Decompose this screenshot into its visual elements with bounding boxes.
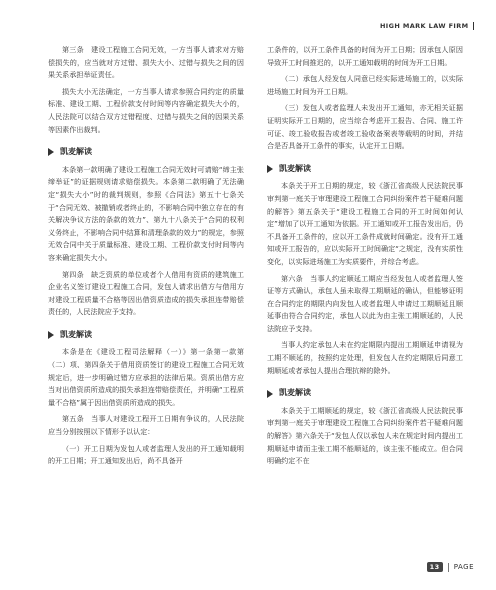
heading-label: 凯麦解读 <box>279 388 311 398</box>
page-header <box>380 22 474 30</box>
interpretation-5: 本条关于开工日期的规定，较《浙江省高级人民法院民事审判第一庭关于审理建设工程施工合同纠纷案件若干疑难问题的解答》第五条关于“建设工程施工合同的开工时间如何认定”增加了以开工通知为依据。开工通知或开工报告发出后，仍不具备开工条件的，应以开工条件成就时间确定。没有开工通知或开工报告的，应以实际开工时间确定“之规定，没有实质性变化，以实际进场施工为实质要件，并综合考虑。 <box>267 181 463 266</box>
article-6: 第六条 当事人约定顺延工期应当经发包人或者监理人签证等方式确认，承包人虽未取得工期顺延的确认，但能够证明在合同约定的期限内向发包人或者监理人申请过工期顺延且顺延事由符合合同约定，承包人以此为由主张工期顺延的，人民法院应予支持。 <box>267 273 463 333</box>
article-3-para-2: 损失大小无法确定，一方当事人请求参照合同约定的质量标准、建设工期、工程价款支付时间等内容确定损失大小的，人民法院可以结合双方过错程度、过错与损失之间的因果关系等因素作出裁判。 <box>48 86 244 134</box>
section-heading <box>48 329 244 342</box>
header-divider <box>473 22 475 30</box>
article-5-item-3: （三）发包人或者监理人未发出开工通知，亦无相关证据证明实际开工日期的，应当综合考虑开工报告、合同、施工许可证、竣工验收报告或者竣工验收备案表等载明的时间，并结合是否具备开工条件的事实，认定开工日期。 <box>267 103 463 151</box>
triangle-bullet-icon <box>48 331 54 339</box>
heading-label: 凯麦解读 <box>279 163 311 173</box>
heading-label: 凯麦解读 <box>60 147 92 157</box>
triangle-bullet-icon <box>48 148 54 156</box>
interpretation-6: 本条关于工期顺延的规定，较《浙江省高级人民法院民事审判第一庭关于审理建设工程施工合同纠纷案件若干疑难问题的解答》第六条关于“发包人仅以承包人未在规定时间内提出工期顺延申请而主张工期不能顺延的，该主张不能成立。但合同明确约定不在 <box>267 405 463 466</box>
article-3: 第三条 建设工程施工合同无效，一方当事人请求对方赔偿损失的，应当就对方过错、损失大小、过错与损失之间的因果关系承担举证责任。 <box>48 45 244 80</box>
triangle-bullet-icon <box>267 165 273 173</box>
page-label: PAGE <box>453 563 474 571</box>
article-5-item-1-cont: 工条件的，以开工条件具备的时间为开工日期；因承包人原因导致开工时间推迟的，以开工通知载明的时间为开工日期。 <box>267 45 463 67</box>
interpretation-3: 本条第一款明确了建设工程施工合同无效时可请赔“缔主张缔举证”的证据规则请求赔偿损失。本条第二款明确了无法确定“损失大小”时的裁判规则，参照《合同法》第五十七条关于“合同无效、被撤销或者终止的，不影响合同中独立存在的有关解决争议方法的条款的效力”、第九十八条关于“合同的权利义务终止，不影响合同中结算和清理条款的效力”的规定，参照无效合同中关于质量标准、建设工期、工程价款支付时间等内容来确定损失大小。 <box>48 164 244 262</box>
page-footer <box>427 562 474 572</box>
article-5-item-2: （二）承包人经发包人同意已经实际进场施工的，以实际进场施工时间为开工日期。 <box>267 74 463 96</box>
triangle-bullet-icon <box>267 390 273 398</box>
left-column <box>48 44 244 472</box>
article-5: 第五条 当事人对建设工程开工日期有争议的，人民法院应当分别按照以下情形予以认定： <box>48 414 244 437</box>
article-4: 第四条 缺乏资质的单位或者个人借用有资质的建筑施工企业名义签订建设工程施工合同，发包人请求出借方与借用方对建设工程质量不合格等因出借资质造成的损失承担连带赔偿责任的，人民法院应予支持。 <box>48 269 244 317</box>
section-heading <box>267 387 463 400</box>
interpretation-4: 本条是在《建设工程司法解释（一）》第一条第一款第（二）项、第四条关于借用资质签订的建设工程施工合同无效规定后，进一步明确过错方应承担的法律后果。资质出借方应当对出借资质所造成的损失承担连带赔偿责任，并明确“工程质量不合格”属于因出借资质所造成的损失。 <box>48 347 244 407</box>
section-heading <box>48 146 244 159</box>
article-6-para-2: 当事人约定承包人未在约定期限内提出工期顺延申请视为工期不顺延的，按照约定处理，但发包人在约定期限后同意工期顺延或者承包人提出合理抗辩的除外。 <box>267 340 463 375</box>
footer-divider <box>448 563 449 572</box>
section-heading <box>267 163 463 176</box>
right-column <box>267 44 463 472</box>
firm-name: HIGH MARK LAW FIRM <box>379 22 469 30</box>
article-5-item-1: （一）开工日期为发包人或者监理人发出的开工通知载明的开工日期；开工通知发出后，尚不具备开 <box>48 443 244 466</box>
page-number: 13 <box>427 562 443 572</box>
heading-label: 凯麦解读 <box>60 329 92 339</box>
